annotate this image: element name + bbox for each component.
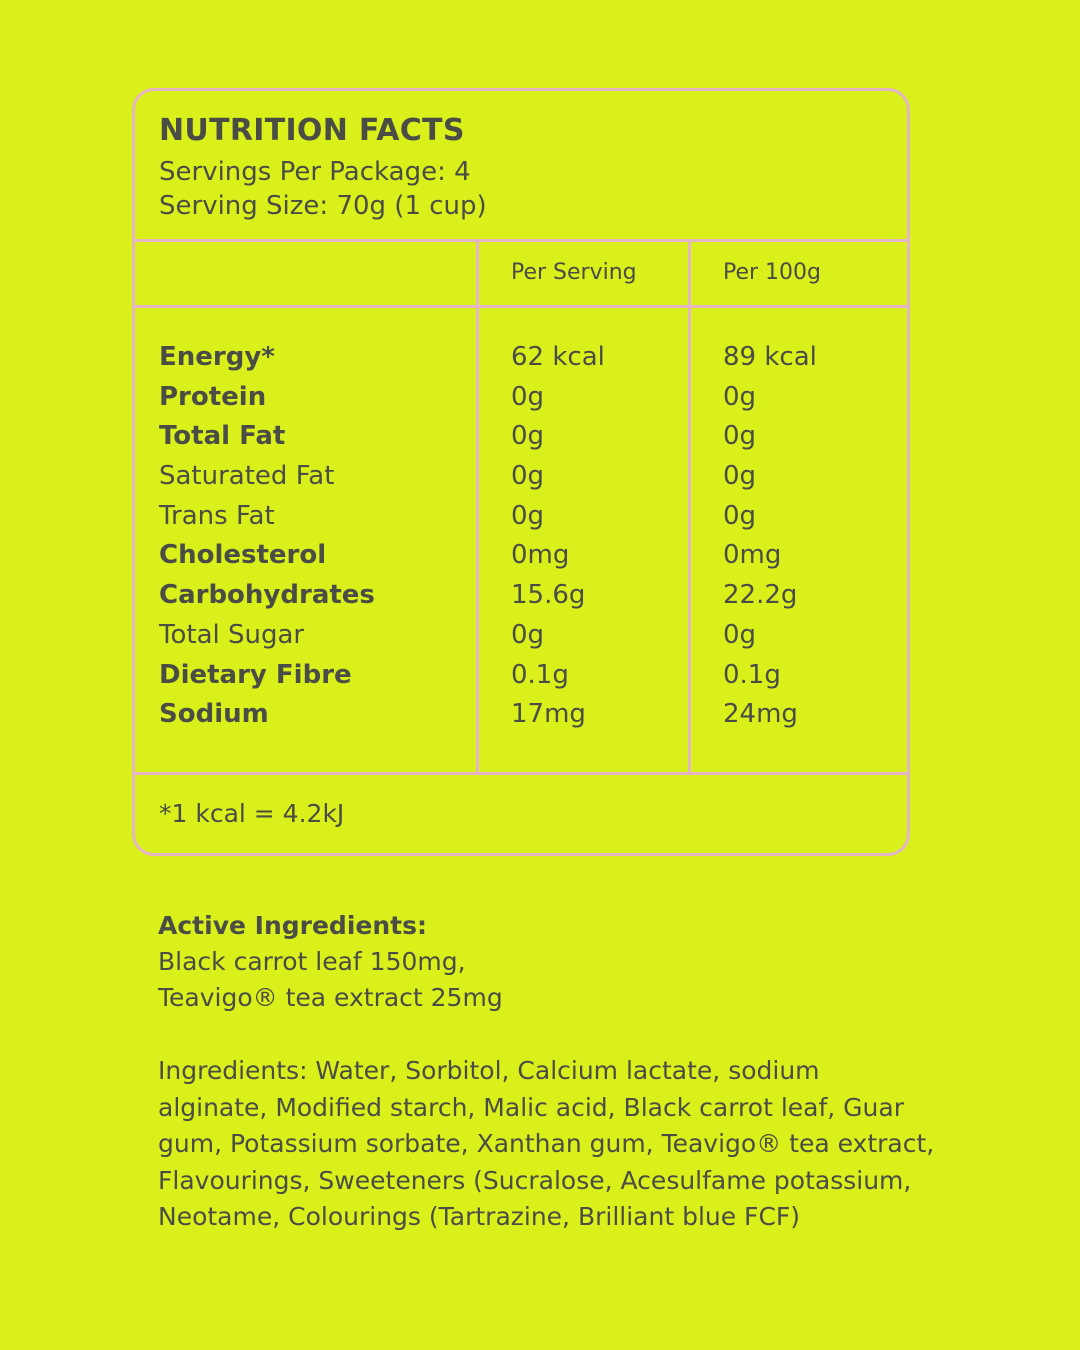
- nutrient-per-100g: 89 kcal: [723, 342, 817, 372]
- nutrient-name: Cholesterol: [159, 540, 327, 571]
- energy-footnote: *1 kcal = 4.2kJ: [159, 799, 345, 828]
- ingredients-line: Neotame, Colourings (Tartrazine, Brilliant blue FCF): [158, 1202, 801, 1231]
- serving-size: Serving Size: 70g (1 cup): [159, 191, 487, 221]
- nutrient-per-100g: 0g: [723, 461, 757, 492]
- nutrient-per-serving: 17mg: [511, 699, 586, 730]
- nutrient-per-serving: 0g: [511, 381, 545, 412]
- nutrient-per-serving: 0g: [511, 619, 545, 650]
- nutrient-name: Dietary Fibre: [159, 659, 352, 690]
- table-row: [135, 535, 907, 575]
- table-row: [135, 337, 907, 377]
- nutrient-per-100g: 0mg: [723, 540, 782, 571]
- table-row: [135, 377, 907, 417]
- ingredients-line: gum, Potassium sorbate, Xanthan gum, Teavigo® tea extract,: [158, 1129, 935, 1158]
- label-footer: [135, 772, 907, 856]
- nutrient-name: Carbohydrates: [159, 580, 375, 611]
- nutrient-per-100g: 0g: [723, 421, 757, 452]
- nutrient-name: Protein: [159, 381, 267, 412]
- nutrient-per-serving: 0.1g: [511, 659, 569, 690]
- table-row: [135, 615, 907, 655]
- nutrient-table: [135, 337, 907, 734]
- nutrient-name: Sodium: [159, 699, 269, 730]
- nutrient-per-100g: 22.2g: [723, 580, 798, 611]
- table-row: [135, 416, 907, 456]
- active-ingredients-heading: Active Ingredients:: [158, 911, 427, 940]
- nutrient-per-100g: 0.1g: [723, 659, 781, 690]
- nutrient-per-100g: 0g: [723, 381, 757, 412]
- active-ingredients: [158, 908, 503, 1016]
- nutrient-per-serving: 0g: [511, 461, 545, 492]
- nutrient-per-serving: 15.6g: [511, 580, 586, 611]
- nutrient-per-serving: 0g: [511, 421, 545, 452]
- active-ingredient-line: Teavigo® tea extract 25mg: [158, 983, 503, 1012]
- nutrient-per-serving: 0g: [511, 500, 545, 531]
- nutrient-per-100g: 0g: [723, 619, 757, 650]
- table-row: [135, 496, 907, 536]
- ingredients-line: Flavourings, Sweeteners (Sucralose, Acesulfame potassium,: [158, 1165, 912, 1195]
- nutrient-per-100g: 0g: [723, 500, 757, 531]
- nutrition-facts-panel: [132, 88, 910, 856]
- nutrient-per-serving: 62 kcal: [511, 342, 605, 372]
- active-ingredient-line: Black carrot leaf 150mg,: [158, 947, 466, 976]
- column-header-row: [135, 242, 907, 308]
- ingredients-list: [158, 1053, 958, 1236]
- ingredients-line: Ingredients: Water, Sorbitol, Calcium lactate, sodium: [158, 1056, 820, 1085]
- column-header-per-serving: Per Serving: [511, 260, 637, 285]
- column-header-per-100g: Per 100g: [723, 260, 822, 285]
- nutrient-per-100g: 24mg: [723, 699, 798, 730]
- ingredients-line: alginate, Modified starch, Malic acid, Black carrot leaf, Guar: [158, 1092, 904, 1122]
- nutrient-name: Saturated Fat: [159, 461, 335, 492]
- table-row: [135, 655, 907, 695]
- nutrient-name: Total Sugar: [159, 619, 305, 650]
- nutrient-name: Trans Fat: [159, 500, 275, 531]
- label-header: [135, 91, 907, 242]
- servings-per-package: Servings Per Package: 4: [159, 157, 471, 187]
- table-row: [135, 575, 907, 615]
- table-row: [135, 456, 907, 496]
- nutrient-name: Energy*: [159, 342, 275, 372]
- table-row: [135, 694, 907, 734]
- nutrient-name: Total Fat: [159, 421, 286, 452]
- nutrient-per-serving: 0mg: [511, 540, 570, 571]
- label-title: NUTRITION FACTS: [159, 113, 465, 148]
